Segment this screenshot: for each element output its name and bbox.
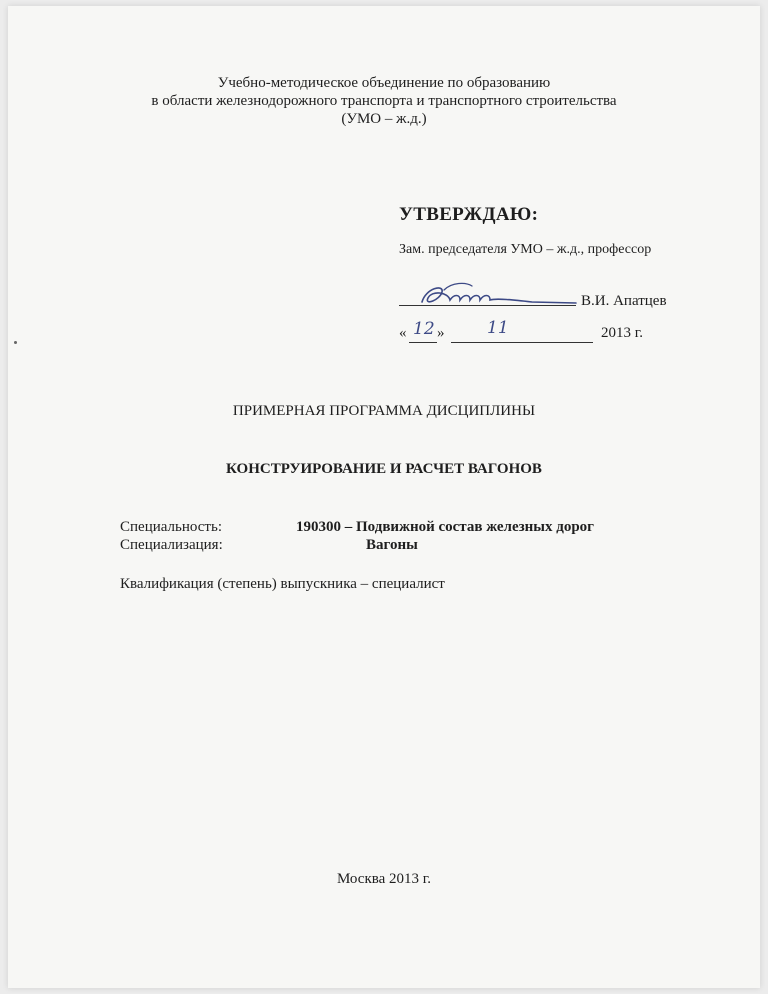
qualification: Квалификация (степень) выпускника – специалист (120, 576, 445, 592)
date-close-quote: » (437, 325, 445, 341)
document-page (8, 6, 760, 988)
date-day-line (409, 342, 437, 343)
discipline-title: КОНСТРУИРОВАНИЕ И РАСЧЕТ ВАГОНОВ (226, 461, 542, 477)
program-title: ПРИМЕРНАЯ ПРОГРАММА ДИСЦИПЛИНЫ (232, 403, 536, 419)
specialization-value: Вагоны (366, 537, 418, 553)
header-line-1: Учебно-методическое объединение по образованию (217, 75, 551, 91)
organization-header (8, 74, 760, 128)
header-line-2: в области железнодорожного транспорта и транспортного строительства (151, 93, 617, 109)
date-day: 12 (413, 319, 435, 339)
city-year: Москва 2013 г. (336, 871, 432, 887)
scan-speck (14, 341, 17, 344)
specialization-label: Специализация: (120, 537, 223, 553)
date-year: 2013 г. (601, 325, 643, 341)
date-month: 11 (487, 318, 509, 338)
date-open-quote: « (399, 325, 407, 341)
signature-image (414, 278, 579, 314)
header-line-3: (УМО – ж.д.) (341, 111, 427, 127)
approval-title: УТВЕРЖДАЮ: (399, 204, 539, 225)
date-month-line (451, 342, 593, 343)
specialty-label: Специальность: (120, 519, 222, 535)
specialty-value: 190300 – Подвижной состав железных дорог (296, 519, 594, 535)
approval-role: Зам. председателя УМО – ж.д., профессор (399, 242, 652, 257)
signer-name: В.И. Апатцев (581, 293, 667, 309)
